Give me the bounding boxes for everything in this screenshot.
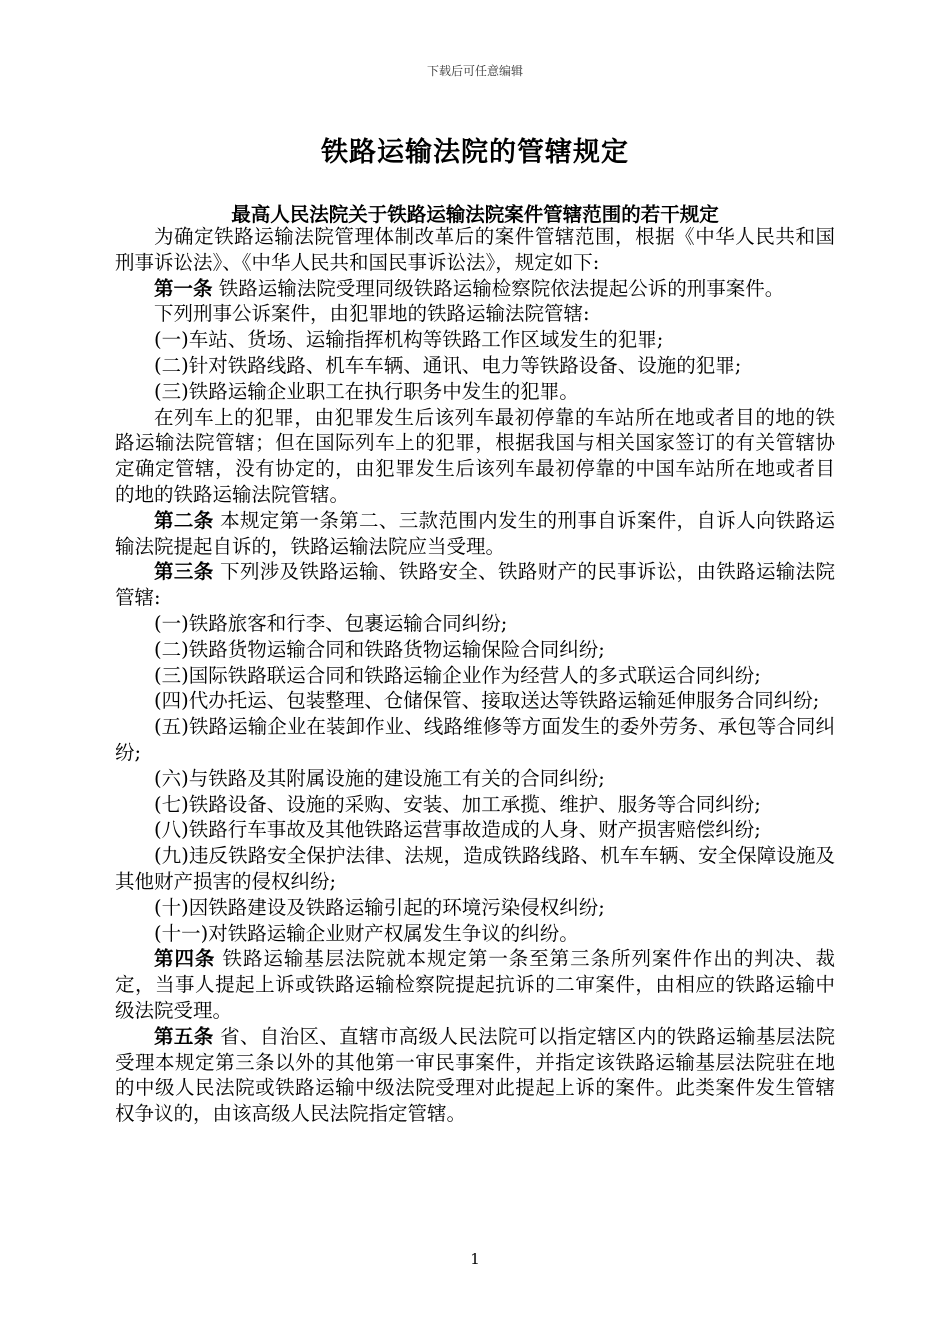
article-number: 第四条: [154, 947, 216, 971]
paragraph-text: 铁路运输法院受理同级铁路运输检察院依法提起公诉的刑事案件。: [212, 276, 785, 300]
paragraph-text: 本规定第一条第二、三款范围内发生的刑事自诉案件，自诉人向铁路运输法院提起自诉的，铁路运输法院应当受理。: [115, 508, 835, 558]
paragraph-text: (三)铁路运输企业职工在执行职务中发生的犯罪。: [154, 379, 579, 403]
document-title: 铁路运输法院的管辖规定: [321, 137, 629, 168]
paragraph-text: 在列车上的犯罪，由犯罪发生后该列车最初停靠的车站所在地或者目的地的铁路运输法院管辖；但在国际列车上的犯罪，根据我国与相关国家签订的有关管辖协定确定管辖，没有协定的，由犯罪发生后该列车最初停靠的中国车站所在地或者目的地的铁路运输法院管辖。: [115, 405, 835, 506]
paragraph: [115, 1024, 835, 1127]
paragraph: [115, 792, 835, 818]
paragraph-text: (一)车站、货场、运输指挥机构等铁路工作区域发生的犯罪;: [154, 328, 664, 352]
paragraph: [115, 663, 835, 689]
paragraph: [115, 817, 835, 843]
paragraph-text: (四)代办托运、包装整理、仓储保管、接取送达等铁路运输延伸服务合同纠纷;: [154, 689, 820, 713]
header-note: 下载后可任意编辑: [426, 64, 523, 78]
paragraph: [115, 508, 835, 560]
article-number: 第五条: [154, 1024, 214, 1048]
paragraph: [115, 405, 835, 508]
paragraph: [115, 843, 835, 895]
paragraph-text: 下列涉及铁路运输、铁路安全、铁路财产的民事诉讼，由铁路运输法院管辖:: [115, 560, 835, 610]
paragraph: [115, 559, 835, 611]
paragraph-text: (六)与铁路及其附属设施的建设施工有关的合同纠纷;: [154, 766, 605, 790]
paragraph-text: (二)铁路货物运输合同和铁路货物运输保险合同纠纷;: [154, 637, 605, 661]
paragraph: [115, 379, 835, 405]
paragraph-text: (九)违反铁路安全保护法律、法规，造成铁路线路、机车车辆、安全保障设施及其他财产损害的侵权纠纷;: [115, 844, 835, 893]
paragraph-text: (八)铁路行车事故及其他铁路运营事故造成的人身、财产损害赔偿纠纷;: [154, 818, 761, 842]
article-number: 第二条: [154, 508, 214, 532]
paragraph-text: (三)国际铁路联运合同和铁路运输企业作为经营人的多式联运合同纠纷;: [154, 663, 761, 687]
paragraph: [115, 353, 835, 379]
paragraph: [115, 276, 835, 302]
paragraph-text: 下列刑事公诉案件，由犯罪地的铁路运输法院管辖:: [154, 302, 590, 326]
paragraph: [115, 224, 835, 276]
paragraph: [115, 921, 835, 947]
paragraph-text: (十一)对铁路运输企业财产权属发生争议的纠纷。: [154, 921, 579, 945]
document-body: [115, 224, 835, 1127]
paragraph-text: (十)因铁路建设及铁路运输引起的环境污染侵权纠纷;: [154, 895, 605, 919]
paragraph: [115, 688, 835, 714]
paragraph: [115, 327, 835, 353]
paragraph: [115, 946, 835, 1023]
paragraph: [115, 766, 835, 792]
paragraph-text: 省、自治区、直辖市高级人民法院可以指定辖区内的铁路运输基层法院受理本规定第三条以外的其他第一审民事案件，并指定该铁路运输基层法院驻在地的中级人民法院或铁路运输中级法院受理对此提起上诉的案件。此类案件发生管辖权争议的，由该高级人民法院指定管辖。: [115, 1024, 835, 1126]
paragraph: [115, 714, 835, 766]
paragraph: [115, 895, 835, 921]
paragraph-text: 为确定铁路运输法院管理体制改革后的案件管辖范围，根据《中华人民共和国刑事诉讼法》、《中华人民共和国民事诉讼法》，规定如下:: [115, 225, 835, 274]
paragraph-text: 铁路运输基层法院就本规定第一条至第三条所列案件作出的判决、裁定，当事人提起上诉或铁路运输检察院提起抗诉的二审案件，由相应的铁路运输中级法院受理。: [115, 947, 835, 1022]
paragraph: [115, 611, 835, 637]
paragraph-text: (七)铁路设备、设施的采购、安装、加工承揽、维护、服务等合同纠纷;: [154, 792, 761, 816]
paragraph: [115, 637, 835, 663]
article-number: 第三条: [154, 560, 214, 584]
document-subtitle: 最高人民法院关于铁路运输法院案件管辖范围的若干规定: [231, 203, 719, 226]
article-number: 第一条: [154, 276, 213, 300]
paragraph-text: (五)铁路运输企业在装卸作业、线路维修等方面发生的委外劳务、承包等合同纠纷;: [115, 715, 835, 764]
paragraph-text: (一)铁路旅客和行李、包裹运输合同纠纷;: [154, 611, 508, 635]
page-number: 1: [470, 1250, 480, 1268]
paragraph-text: (二)针对铁路线路、机车车辆、通讯、电力等铁路设备、设施的犯罪;: [154, 353, 742, 377]
paragraph: [115, 301, 835, 327]
